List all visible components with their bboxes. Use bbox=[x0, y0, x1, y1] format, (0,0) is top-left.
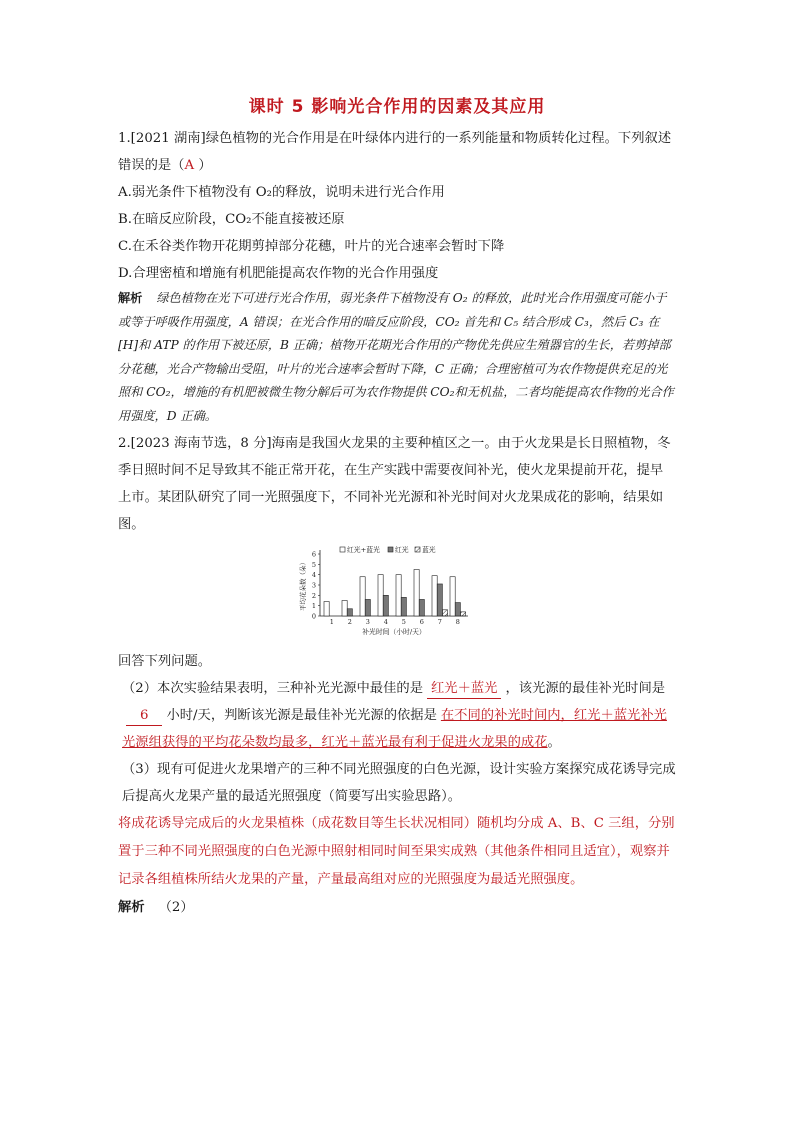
legend-swatch bbox=[340, 547, 345, 552]
legend-label: 红光 bbox=[395, 546, 409, 554]
question-1-stem-text: 1.[2021 湖南]绿色植物的光合作用是在叶绿体内进行的一系列能量和物质转化过程。下列叙述错误的是（ bbox=[118, 131, 672, 173]
question-1-explanation bbox=[118, 287, 676, 428]
x-tick-label: 5 bbox=[401, 618, 406, 626]
explanation-label: 解析 bbox=[118, 291, 143, 305]
bar bbox=[347, 609, 352, 616]
y-axis-label: 平均花朵数（朵） bbox=[299, 559, 307, 611]
sub-question-3: （3）现有可促进火龙果增产的三种不同光照强度的白色光源，设计实验方案探究成花诱导完成后提高火龙果产量的最适光照强度（简要写出实验思路）。 bbox=[122, 762, 676, 804]
legend-swatch bbox=[415, 547, 420, 552]
x-tick-label: 6 bbox=[419, 618, 424, 626]
x-tick-label: 4 bbox=[383, 618, 388, 626]
bar bbox=[324, 602, 329, 616]
bar bbox=[460, 612, 465, 616]
sub-question-2-text-c: 小时/天，判断该光源是最佳补光光源的依据是 bbox=[166, 708, 437, 723]
x-tick-label: 7 bbox=[437, 618, 442, 626]
y-tick-label: 4 bbox=[311, 571, 316, 580]
explanation-label-2: 解析 bbox=[118, 900, 145, 915]
question-2-prompt: 回答下列问题。 bbox=[118, 654, 212, 669]
y-tick-label: 3 bbox=[311, 581, 316, 590]
sub-question-2-text-a: （2）本次实验结果表明，三种补光光源中最佳的是 bbox=[122, 681, 423, 696]
x-tick-label: 8 bbox=[455, 618, 460, 626]
question-2-explanation bbox=[118, 894, 676, 921]
bar-chart-svg bbox=[296, 544, 496, 644]
worksheet-page bbox=[118, 92, 676, 921]
x-axis-label: 补光时间（小时/天） bbox=[362, 628, 426, 636]
bar bbox=[432, 576, 437, 616]
legend-label: 蓝光 bbox=[422, 546, 436, 554]
question-1-stem-close: ） bbox=[194, 158, 212, 173]
option-d: D.合理密植和增施有机肥能提高农作物的光合作用强度 bbox=[118, 266, 439, 281]
x-tick-label: 1 bbox=[329, 618, 334, 626]
y-tick-label: 6 bbox=[311, 550, 316, 559]
bar bbox=[455, 603, 460, 616]
y-tick-label: 1 bbox=[311, 602, 316, 611]
bar bbox=[419, 599, 424, 616]
sub-question-2 bbox=[118, 675, 676, 756]
bar bbox=[383, 595, 388, 616]
bar bbox=[342, 601, 347, 617]
option-a: A.弱光条件下植物没有 O₂的释放，说明未进行光合作用 bbox=[118, 185, 445, 200]
answer-blank-best-light: 红光＋蓝光 bbox=[427, 680, 501, 699]
x-tick-label: 2 bbox=[347, 618, 352, 626]
question-1-stem bbox=[118, 125, 676, 179]
question-2-stem: 2.[2023 海南节选，8 分]海南是我国火龙果的主要种植区之一。由于火龙果是长日照植物，冬季日照时间不足导致其不能正常开花，在生产实践中需要夜间补光，使火龙果提前开花，提早上市。某团队研究了同一光照强度下，不同补光光源和补光时间对火龙果成花的影响，结果如图。 bbox=[118, 436, 671, 532]
option-c: C.在禾谷类作物开花期剪掉部分花穗，叶片的光合速率会暂时下降 bbox=[118, 239, 505, 254]
legend-label: 红光+蓝光 bbox=[347, 546, 380, 554]
y-tick-label: 0 bbox=[311, 612, 316, 621]
bar bbox=[401, 597, 406, 616]
bar bbox=[378, 575, 383, 616]
sub-question-2-text-d: 。 bbox=[547, 735, 561, 750]
option-b: B.在暗反应阶段，CO₂不能直接被还原 bbox=[118, 212, 345, 227]
bar bbox=[442, 610, 447, 616]
bar-chart bbox=[296, 544, 496, 644]
x-tick-label: 3 bbox=[365, 618, 370, 626]
bar bbox=[450, 577, 455, 616]
bar bbox=[360, 577, 365, 616]
explanation-text: 绿色植物在光下可进行光合作用，弱光条件下植物没有 O₂ 的释放，此时光合作用强度可能小于或等于呼吸作用强度，A 错误；在光合作用的暗反应阶段，CO₂ 首先和 C₅ 结合形成 C₃，然后 C₃ 在[H]和 ATP 的作用下被还原，B 正确；植物开花期光合作用的产物优先供应生殖器官的生长，若剪掉部分花穗，光合产物输出受阻，叶片的光合速率会暂时下降，C 正确；合理密植可为农作物提供充足的光照和 CO₂，增施的有机肥被微生物分解后可为农作物提供 CO₂和无机盐，二者均能提高农作物的光合作用强度，D 正确。 bbox=[118, 291, 674, 423]
answer-blank-best-time: 6 bbox=[126, 707, 162, 726]
sub-question-3-answer: 将成花诱导完成后的火龙果植株（成花数目等生长状况相同）随机均分成 A、B、C 三组，分别置于三种不同光照强度的白色光源中照射相同时间至果实成熟（其他条件相同且适宜），观察并记录各组植株所结火龙果的产量，产量最高组对应的光照强度为最适光照强度。 bbox=[118, 816, 675, 887]
bar bbox=[414, 570, 419, 617]
bar bbox=[365, 599, 370, 616]
bar bbox=[396, 575, 401, 616]
bar bbox=[437, 584, 442, 616]
y-tick-label: 2 bbox=[311, 591, 316, 600]
answer-blank-reason: 在不同的补光时间内，红光＋蓝光补光光源组获得的平均花朵数均最多，红光＋蓝光最有利于促进火龙果的成花 bbox=[122, 708, 667, 750]
y-tick-label: 5 bbox=[311, 560, 316, 569]
page-title: 课时 5 影响光合作用的因素及其应用 bbox=[248, 97, 546, 117]
sub-question-2-text-b: ，该光源的最佳补光时间是 bbox=[505, 681, 666, 696]
question-2-body bbox=[118, 648, 676, 810]
question-2 bbox=[118, 430, 676, 538]
question-1 bbox=[118, 125, 676, 287]
explanation-text-2: （2） bbox=[158, 900, 194, 915]
question-1-answer: A bbox=[184, 158, 195, 173]
legend-swatch bbox=[388, 547, 393, 552]
